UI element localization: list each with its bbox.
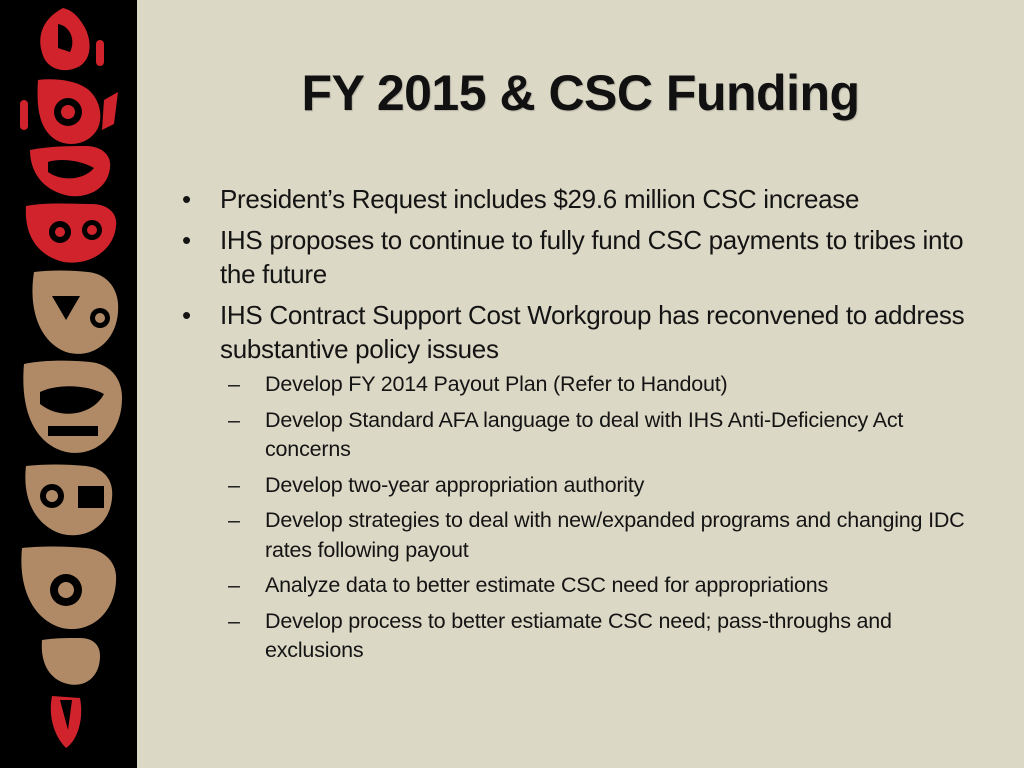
bullet-icon: • <box>182 225 191 255</box>
bullet-icon: • <box>182 184 191 214</box>
slide-content <box>180 182 970 673</box>
bullet-item <box>180 298 970 666</box>
bullet-list <box>180 182 970 666</box>
dash-icon: – <box>228 573 240 597</box>
sub-bullet-item <box>220 506 970 565</box>
totem-art-icon <box>0 0 137 768</box>
bullet-text: IHS proposes to continue to fully fund CSC payments to tribes into the future <box>220 225 964 289</box>
bullet-icon: • <box>182 300 191 330</box>
sub-bullet-text: Develop two-year appropriation authority <box>265 472 645 497</box>
sub-bullet-text: Develop process to better estiamate CSC need; pass-throughs and exclusions <box>265 608 892 662</box>
bullet-text: IHS Contract Support Cost Workgroup has reconvened to address substantive policy issues <box>220 300 965 364</box>
sub-bullet-item <box>220 571 970 601</box>
bullet-item <box>180 223 970 291</box>
sub-bullet-item <box>220 471 970 501</box>
sub-bullet-text: Develop strategies to deal with new/expanded programs and changing IDC rates following payout <box>265 508 965 562</box>
sub-bullet-text: Develop FY 2014 Payout Plan (Refer to Handout) <box>265 372 728 396</box>
sub-bullet-item <box>220 370 970 400</box>
dash-icon: – <box>228 372 240 396</box>
dash-icon: – <box>228 472 240 497</box>
dash-icon: – <box>228 608 240 633</box>
dash-icon: – <box>228 407 240 432</box>
sub-bullet-item <box>220 607 970 666</box>
sub-bullet-list <box>220 370 970 666</box>
sub-bullet-item <box>220 406 970 465</box>
bullet-item <box>180 182 970 216</box>
totem-art-band <box>0 0 137 768</box>
sub-bullet-text: Develop Standard AFA language to deal with IHS Anti-Deficiency Act concerns <box>265 407 904 461</box>
sub-bullet-text: Analyze data to better estimate CSC need for appropriations <box>265 573 829 597</box>
bullet-text: President’s Request includes $29.6 million CSC increase <box>220 184 860 214</box>
slide-title: FY 2015 & CSC Funding <box>301 65 860 121</box>
dash-icon: – <box>228 508 240 532</box>
